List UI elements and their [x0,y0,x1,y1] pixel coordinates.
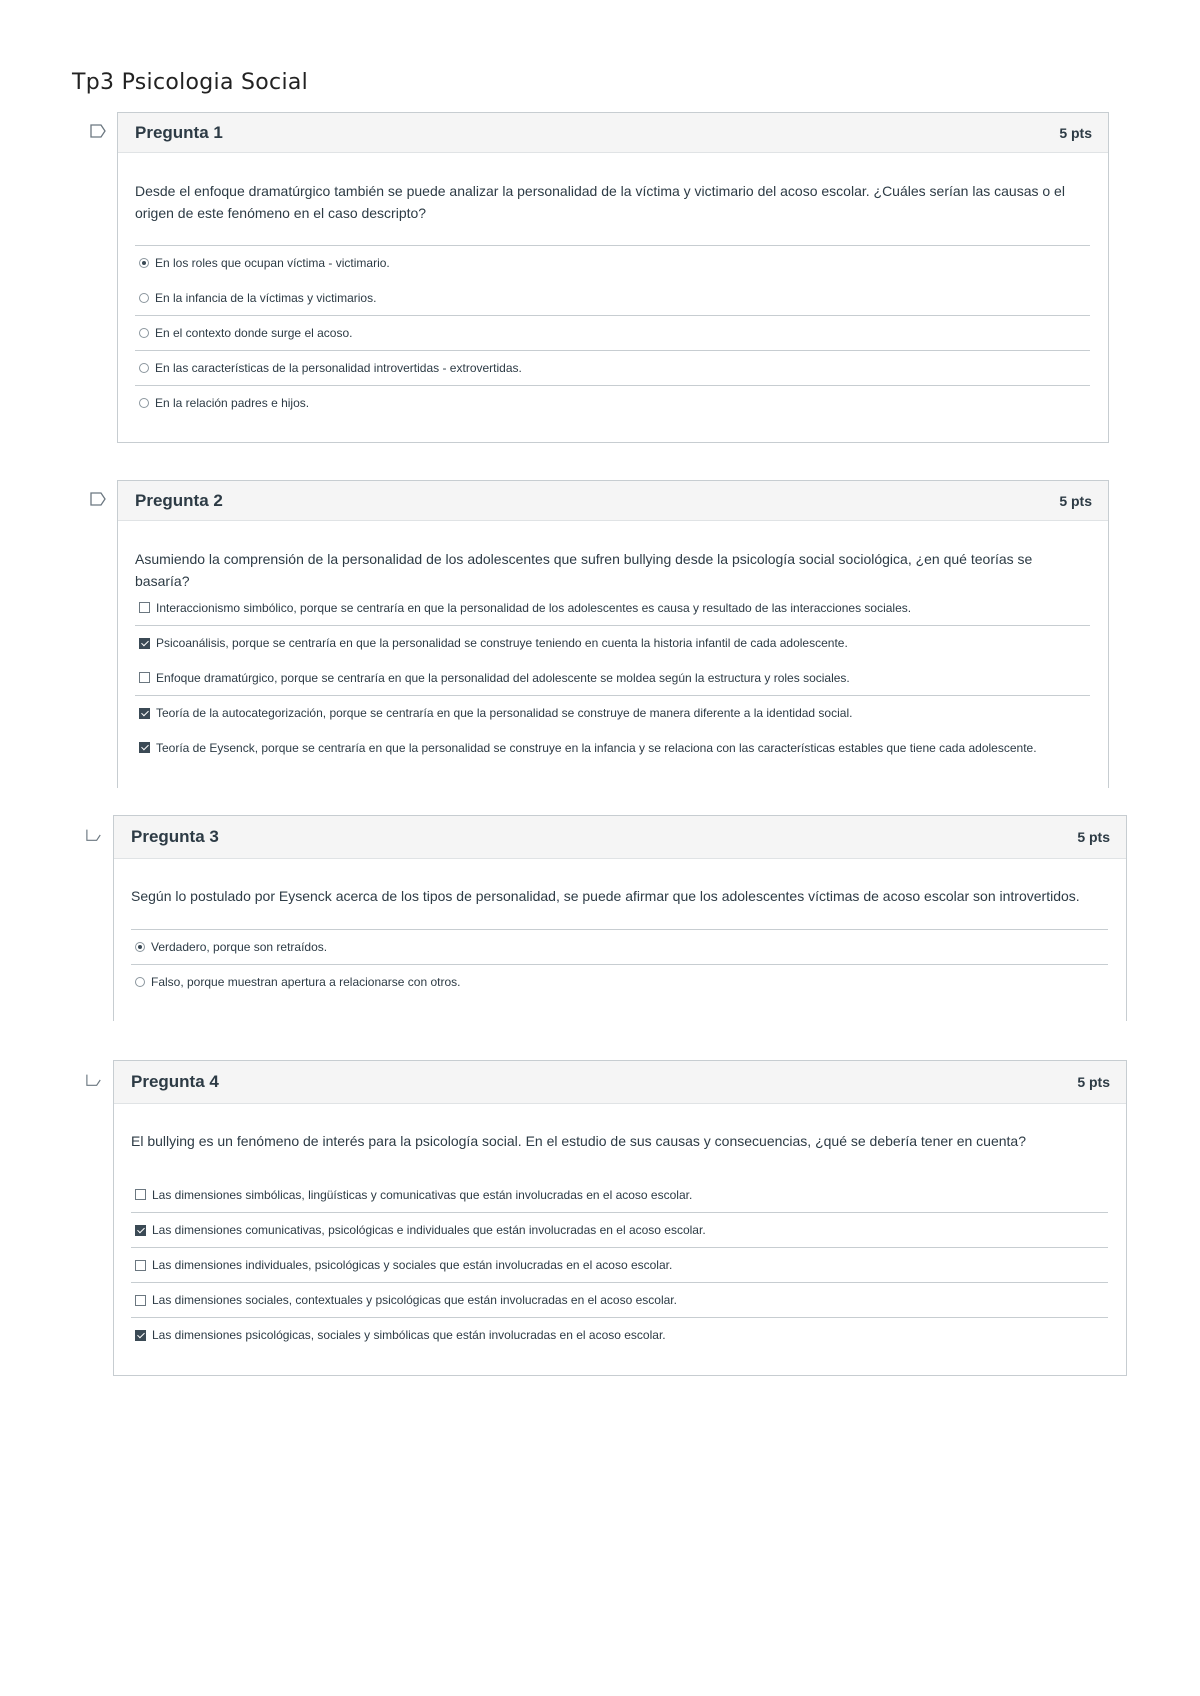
checkbox[interactable] [135,1330,146,1341]
answer-label: Las dimensiones psicológicas, sociales y simbólicas que están involucradas en el acoso escolar. [152,1328,666,1342]
question-card [117,480,1109,788]
answer-list [131,929,1108,999]
flag-question-icon[interactable] [86,1073,102,1087]
answer-list [135,590,1090,765]
answer-option[interactable] [131,1247,1108,1282]
page-title: Tp3 Psicologia Social [72,70,309,95]
answer-option[interactable] [131,1177,1108,1212]
checkbox[interactable] [135,1225,146,1236]
radio-button[interactable] [139,363,149,373]
checkbox[interactable] [135,1260,146,1271]
radio-button[interactable] [135,942,145,952]
question-card [113,815,1127,1021]
answer-label: Enfoque dramatúrgico, porque se centraría en que la personalidad del adolescente se moldea según la estructura y roles sociales. [156,670,850,685]
answer-option[interactable] [131,929,1108,964]
radio-button[interactable] [135,977,145,987]
answer-label: En los roles que ocupan víctima - victimario. [155,256,390,270]
question-points: 5 pts [1059,124,1092,141]
answer-option[interactable] [135,350,1090,385]
answer-label: Interaccionismo simbólico, porque se centraría en que la personalidad de los adolescentes es causa y resultado de las interacciones sociales. [156,600,912,615]
question-text: El bullying es un fenómeno de interés para la psicología social. En el estudio de sus causas y consecuencias, ¿qué se debería tener en cuenta? [131,1133,1027,1149]
answer-label: En las características de la personalidad introvertidas - extrovertidas. [155,361,522,375]
checkbox[interactable] [135,1189,146,1200]
answer-label: Teoría de Eysenck, porque se centraría en que la personalidad se construye en la infancia y se relaciona con las características estables que tiene cada adolescente. [156,740,1037,755]
question-text: Según lo postulado por Eysenck acerca de los tipos de personalidad, se puede afirmar que los adolescentes víctimas de acoso escolar son introvertidos. [131,888,1080,904]
answer-label: Las dimensiones comunicativas, psicológicas e individuales que están involucradas en el acoso escolar. [152,1223,706,1237]
answer-option[interactable] [135,315,1090,350]
question-title: Pregunta 2 [135,490,223,510]
checkbox[interactable] [139,742,150,753]
question-header [118,481,1108,521]
question-header [114,816,1126,859]
checkbox[interactable] [139,602,150,613]
question-card [117,112,1109,443]
question-points: 5 pts [1059,492,1092,509]
answer-label: Falso, porque muestran apertura a relacionarse con otros. [151,975,461,989]
checkbox[interactable] [139,708,150,719]
answer-option[interactable] [135,245,1090,280]
question-points: 5 pts [1077,829,1110,845]
answer-option[interactable] [135,590,1090,625]
answer-option[interactable] [131,1282,1108,1317]
flag-question-icon[interactable] [86,828,102,842]
radio-button[interactable] [139,293,149,303]
answer-option[interactable] [131,1317,1108,1352]
answer-option[interactable] [135,385,1090,420]
answer-label: Las dimensiones sociales, contextuales y psicológicas que están involucradas en el acoso escolar. [152,1293,677,1307]
question-title: Pregunta 1 [135,122,223,142]
answer-label: Verdadero, porque son retraídos. [151,940,328,954]
answer-label: Las dimensiones individuales, psicológicas y sociales que están involucradas en el acoso escolar. [152,1258,673,1272]
question-text: Asumiendo la comprensión de la personalidad de los adolescentes que sufren bullying desde la psicología social sociológica, ¿en qué teorías se basaría? [135,551,1033,589]
radio-button[interactable] [139,398,149,408]
answer-option[interactable] [135,730,1090,765]
question-header [114,1061,1126,1104]
answer-label: En la infancia de la víctimas y victimarios. [155,290,377,305]
question-header [118,113,1108,153]
question-card [113,1060,1127,1376]
flag-question-icon[interactable] [90,124,106,138]
answer-label: Teoría de la autocategorización, porque se centraría en que la personalidad se construye de manera diferente a la identidad social. [156,706,853,720]
checkbox[interactable] [139,638,150,649]
answer-label: En el contexto donde surge el acoso. [155,326,353,340]
answer-option[interactable] [131,964,1108,999]
answer-option[interactable] [135,625,1090,660]
answer-option[interactable] [135,695,1090,730]
flag-question-icon[interactable] [90,492,106,506]
answer-option[interactable] [135,280,1090,315]
answer-label: Psicoanálisis, porque se centraría en que la personalidad se construye teniendo en cuenta la historia infantil de cada adolescente. [156,636,848,650]
checkbox[interactable] [139,672,150,683]
question-text: Desde el enfoque dramatúrgico también se puede analizar la personalidad de la víctima y victimario del acoso escolar. ¿Cuáles serían las causas o el origen de este fenómeno en el caso descripto? [135,183,1065,221]
answer-option[interactable] [135,660,1090,695]
answer-label: En la relación padres e hijos. [155,396,310,410]
question-title: Pregunta 4 [131,1072,219,1091]
checkbox[interactable] [135,1295,146,1306]
radio-button[interactable] [139,328,149,338]
radio-button[interactable] [139,258,149,268]
answer-label: Las dimensiones simbólicas, lingüísticas y comunicativas que están involucradas en el acoso escolar. [152,1187,693,1202]
answer-list [135,245,1090,420]
answer-option[interactable] [131,1212,1108,1247]
question-points: 5 pts [1077,1074,1110,1090]
answer-list [131,1177,1108,1352]
question-title: Pregunta 3 [131,827,219,846]
